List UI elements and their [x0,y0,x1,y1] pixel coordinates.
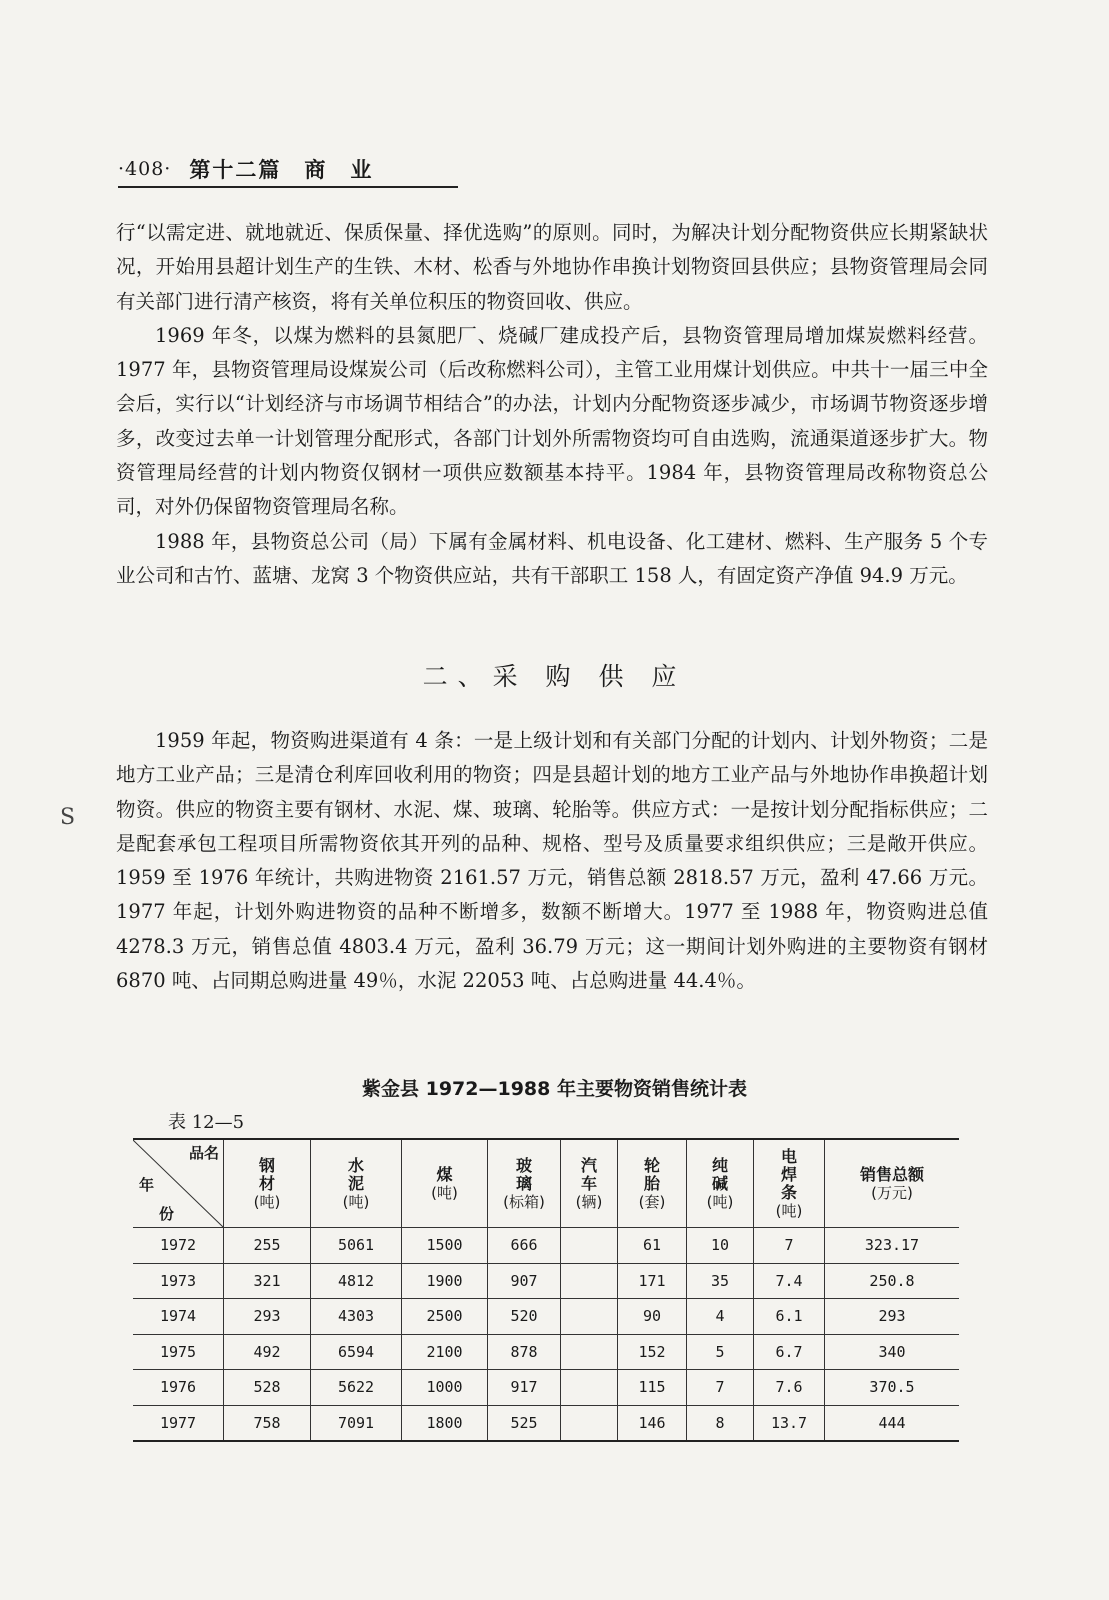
intro-text [116,216,988,593]
column-header: 汽车 (辆) [561,1139,618,1228]
paragraph: 1988 年，县物资总公司（局）下属有金属材料、机电设备、化工建材、燃料、生产服务 5 个专业公司和古竹、蓝塘、龙窝 3 个物资供应站，共有干部职工 158 人，有固定资产净值 94.9 万元。 [116,529,988,587]
value-cell [561,1228,618,1264]
corner-label-year: 年 [139,1176,155,1194]
year-cell: 1975 [133,1334,224,1370]
year-cell: 1976 [133,1370,224,1406]
value-cell [561,1334,618,1370]
section-heading: 二、采 购 供 应 [422,662,687,691]
column-header: 纯碱 (吨) [687,1139,754,1228]
margin-pencil-mark: S [60,805,76,830]
value-cell: 8 [687,1405,754,1441]
value-cell: 13.7 [754,1405,825,1441]
corner-label-item: 品名 [188,1144,219,1162]
value-cell: 878 [488,1334,561,1370]
value-cell: 340 [825,1334,960,1370]
column-header: 玻璃 (标箱) [488,1139,561,1228]
value-cell: 2100 [402,1334,488,1370]
paragraph: 行“以需定进、就地就近、保质保量、择优选购”的原则。同时，为解决计划分配物资供应长期紧缺状况，开始用县超计划生产的生铁、木材、松香与外地协作串换计划物资回县供应；县物资管理局会同有关部门进行清产核资，将有关单位积压的物资回收、供应。 [116,221,988,313]
page-number: ·408· [118,158,172,180]
value-cell: 7.6 [754,1370,825,1406]
value-cell: 152 [618,1334,687,1370]
value-cell: 917 [488,1370,561,1406]
table-row [133,1228,959,1264]
year-cell: 1972 [133,1228,224,1264]
value-cell: 907 [488,1263,561,1299]
table-row [133,1263,959,1299]
column-header: 钢材 (吨) [224,1139,311,1228]
table-title: 紫金县 1972—1988 年主要物资销售统计表 [362,1078,747,1100]
value-cell: 323.17 [825,1228,960,1264]
value-cell: 528 [224,1370,311,1406]
value-cell: 293 [224,1299,311,1335]
header-corner-cell [133,1139,224,1228]
value-cell: 115 [618,1370,687,1406]
year-cell: 1973 [133,1263,224,1299]
value-cell: 492 [224,1334,311,1370]
value-cell: 10 [687,1228,754,1264]
table-number: 表 12—5 [168,1112,245,1133]
table-header-row [133,1139,959,1228]
value-cell: 6.1 [754,1299,825,1335]
column-header: 电焊条 (吨) [754,1139,825,1228]
value-cell: 7091 [311,1405,402,1441]
value-cell: 444 [825,1405,960,1441]
value-cell: 7.4 [754,1263,825,1299]
running-header [118,152,458,188]
value-cell: 525 [488,1405,561,1441]
value-cell: 4303 [311,1299,402,1335]
corner-label-year-2: 份 [159,1205,175,1223]
value-cell: 666 [488,1228,561,1264]
paragraph: 1959 年起，物资购进渠道有 4 条：一是上级计划和有关部门分配的计划内、计划外物资；二是地方工业产品；三是清仓利库回收利用的物资；四是县超计划的地方工业产品与外地协作串换超计划物资。供应的物资主要有钢材、水泥、煤、玻璃、轮胎等。供应方式：一是按计划分配指标供应；二是配套承包工程项目所需物资依其开列的品种、规格、型号及质量要求组织供应；三是敞开供应。1959 至 1976 年统计，共购进物资 2161.57 万元，销售总额 2818.57 万元，盈利 47.66 万元。1977 年起，计划外购进物资的品种不断增多，数额不断增大。1977 至 1988 年，物资购进总值 4278.3 万元，销售总值 4803.4 万元，盈利 36.79 万元；这一期间计划外购进的主要物资有钢材 6870 吨、占同期总购进量 49％，水泥 22053 吨、占总购进量 44.4％。 [116,729,988,993]
table-row [133,1370,959,1406]
column-header: 水泥 (吨) [311,1139,402,1228]
value-cell [561,1299,618,1335]
value-cell: 1900 [402,1263,488,1299]
value-cell: 5622 [311,1370,402,1406]
value-cell: 4 [687,1299,754,1335]
table-row [133,1405,959,1441]
value-cell: 171 [618,1263,687,1299]
value-cell: 6594 [311,1334,402,1370]
section-text [116,724,988,998]
value-cell: 1500 [402,1228,488,1264]
year-cell: 1977 [133,1405,224,1441]
value-cell: 1800 [402,1405,488,1441]
value-cell: 321 [224,1263,311,1299]
value-cell: 293 [825,1299,960,1335]
value-cell [561,1263,618,1299]
value-cell: 7 [687,1370,754,1406]
value-cell: 2500 [402,1299,488,1335]
value-cell: 520 [488,1299,561,1335]
value-cell: 758 [224,1405,311,1441]
value-cell: 5061 [311,1228,402,1264]
value-cell: 7 [754,1228,825,1264]
value-cell [561,1370,618,1406]
value-cell: 146 [618,1405,687,1441]
column-header: 轮胎 (套) [618,1139,687,1228]
value-cell: 1000 [402,1370,488,1406]
table-row [133,1334,959,1370]
value-cell: 90 [618,1299,687,1335]
value-cell: 370.5 [825,1370,960,1406]
value-cell: 4812 [311,1263,402,1299]
table-row [133,1299,959,1335]
value-cell: 5 [687,1334,754,1370]
paragraph: 1969 年冬，以煤为燃料的县氮肥厂、烧碱厂建成投产后，县物资管理局增加煤炭燃料经营。1977 年，县物资管理局设煤炭公司（后改称燃料公司），主管工业用煤计划供应。中共十一届三中全会后，实行以“计划经济与市场调节相结合”的办法，计划内分配物资逐步减少，市场调节物资逐步增多，改变过去单一计划管理分配形式，各部门计划外所需物资均可自由选购，流通渠道逐步扩大。物资管理局经营的计划内物资仅钢材一项供应数额基本持平。1984 年，县物资管理局改称物资总公司，对外仍保留物资管理局名称。 [116,323,988,519]
chapter-title: 第十二篇 商 业 [189,158,374,182]
value-cell: 250.8 [825,1263,960,1299]
table-body [133,1228,959,1442]
value-cell: 255 [224,1228,311,1264]
sales-statistics-table [133,1138,959,1442]
column-header: 煤 (吨) [402,1139,488,1228]
value-cell: 6.7 [754,1334,825,1370]
value-cell [561,1405,618,1441]
value-cell: 61 [618,1228,687,1264]
column-header: 销售总额 (万元) [825,1139,960,1228]
year-cell: 1974 [133,1299,224,1335]
value-cell: 35 [687,1263,754,1299]
